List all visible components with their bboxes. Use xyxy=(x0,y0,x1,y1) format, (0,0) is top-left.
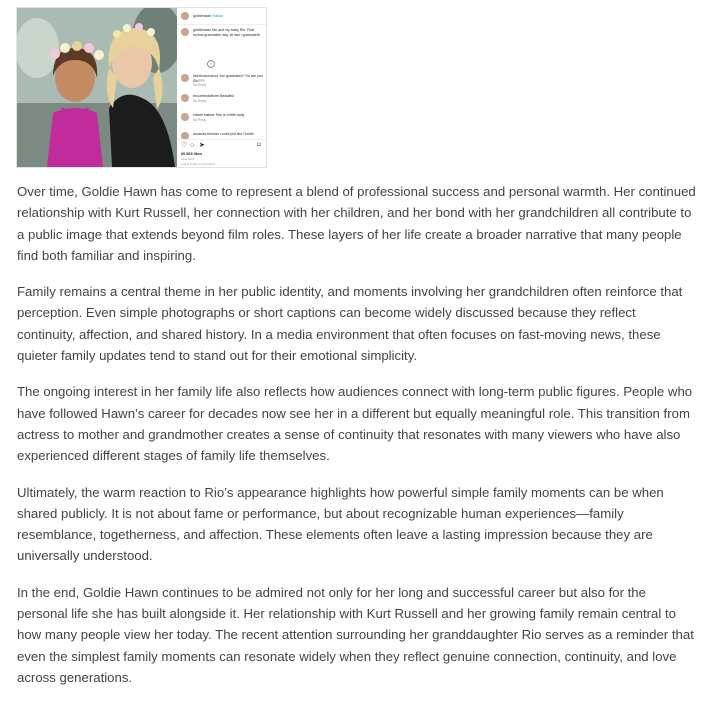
comment-item xyxy=(181,113,265,122)
heart-icon[interactable]: ♡ xyxy=(181,142,188,149)
comment-icon[interactable]: ○ xyxy=(190,142,195,149)
comment-item xyxy=(181,94,265,103)
avatar xyxy=(181,12,189,20)
article-paragraph: The ongoing interest in her family life also reflects how audiences connect with long-term public figures. People who have followed Hawn’s career for decades now see her in a different but equally meaningful role. This transition from actress to mother and grandmother creates a sense of continuity that resonates with many viewers who have also experienced different stages of family life themselves. xyxy=(17,384,693,464)
instagram-embed-image[interactable] xyxy=(16,7,267,168)
post-date: June 2022 xyxy=(181,157,195,161)
bookmark-icon[interactable]: ⌑ xyxy=(257,142,261,149)
comment-text: She is a little dolly xyxy=(215,113,245,117)
post-caption xyxy=(181,28,265,37)
avatar xyxy=(181,94,189,102)
article-paragraph: Ultimately, the warm reaction to Rio’s appearance highlights how powerful simple family moments can be when shared publicly. It is not about fame or performance, but about recognizable human experiences—family resemblance, togetherness, and affection. These elements often leave a lasting impression because they are universally understood. xyxy=(17,484,664,564)
embed-photo xyxy=(17,8,177,167)
divider xyxy=(177,24,266,25)
avatar xyxy=(181,28,189,36)
comment-meta[interactable]: 5w Reply xyxy=(193,83,207,88)
post-username[interactable]: goldiehawn xyxy=(193,14,212,18)
article-paragraph: Over time, Goldie Hawn has come to represent a blend of professional success and personal warmth. Her continued relationship with Kurt Russell, her connection with her children, and her bond with her grandchildren all contribute to a public image that extends beyond film roles. These layers of her life create a broader narrative that many people find both familiar and inspiring. xyxy=(17,184,696,263)
comment-user[interactable]: amanda.thomas xyxy=(193,132,219,136)
comment-meta[interactable]: 5w Reply xyxy=(193,98,207,103)
likes-count: 60,569 likes xyxy=(181,152,203,156)
login-prompt[interactable]: Log in to like or comment. xyxy=(181,162,216,166)
post-header xyxy=(181,12,265,20)
comment-user[interactable]: robbie.sistear xyxy=(193,113,215,117)
article-paragraph: In the end, Goldie Hawn continues to be admired not only for her long and successful career but also for the personal life she has built alongside it. Her relationship with Kurt Russell and her growing family remain central to how many people view her today. The recent attention surrounding her granddaughter Rio serves as a reminder that even the simplest family moments can resonate widely when they reflect genuine connection, continuity, and love across generations. xyxy=(17,584,694,685)
plus-icon[interactable]: + xyxy=(207,60,215,68)
avatar xyxy=(181,113,189,121)
action-bar xyxy=(181,142,263,150)
comment-user[interactable]: sherlockorwood xyxy=(193,74,219,78)
caption-text: goldiehawn Me and my baby Rio. First school graduation day. At last I graduated! xyxy=(193,28,260,37)
instagram-post-panel xyxy=(177,8,266,167)
comment-text: Looks just like Goldie xyxy=(219,132,254,136)
divider xyxy=(177,139,266,140)
avatar xyxy=(181,74,189,82)
comment-user[interactable]: bruceriestafforre xyxy=(193,94,220,98)
comment-text: Beautiful xyxy=(220,94,235,98)
comment-text: You graduated? So are you Rio??? xyxy=(193,74,263,83)
photo-illustration xyxy=(17,8,177,167)
follow-link[interactable]: Follow xyxy=(212,14,223,18)
share-icon[interactable]: ➤ xyxy=(199,142,205,149)
article-paragraph: Family remains a central theme in her public identity, and moments involving her grandchildren often reinforce that perception. Even simple photographs or short captions can become widely discussed because they reflect continuity, affection, and shared history. In a media environment that often focuses on fast-moving news, these quieter family updates tend to stand out for their emotional simplicity. xyxy=(17,284,683,364)
comment-item xyxy=(181,74,265,88)
article-body xyxy=(17,181,697,703)
comment-meta[interactable]: 5w Reply xyxy=(193,117,207,122)
